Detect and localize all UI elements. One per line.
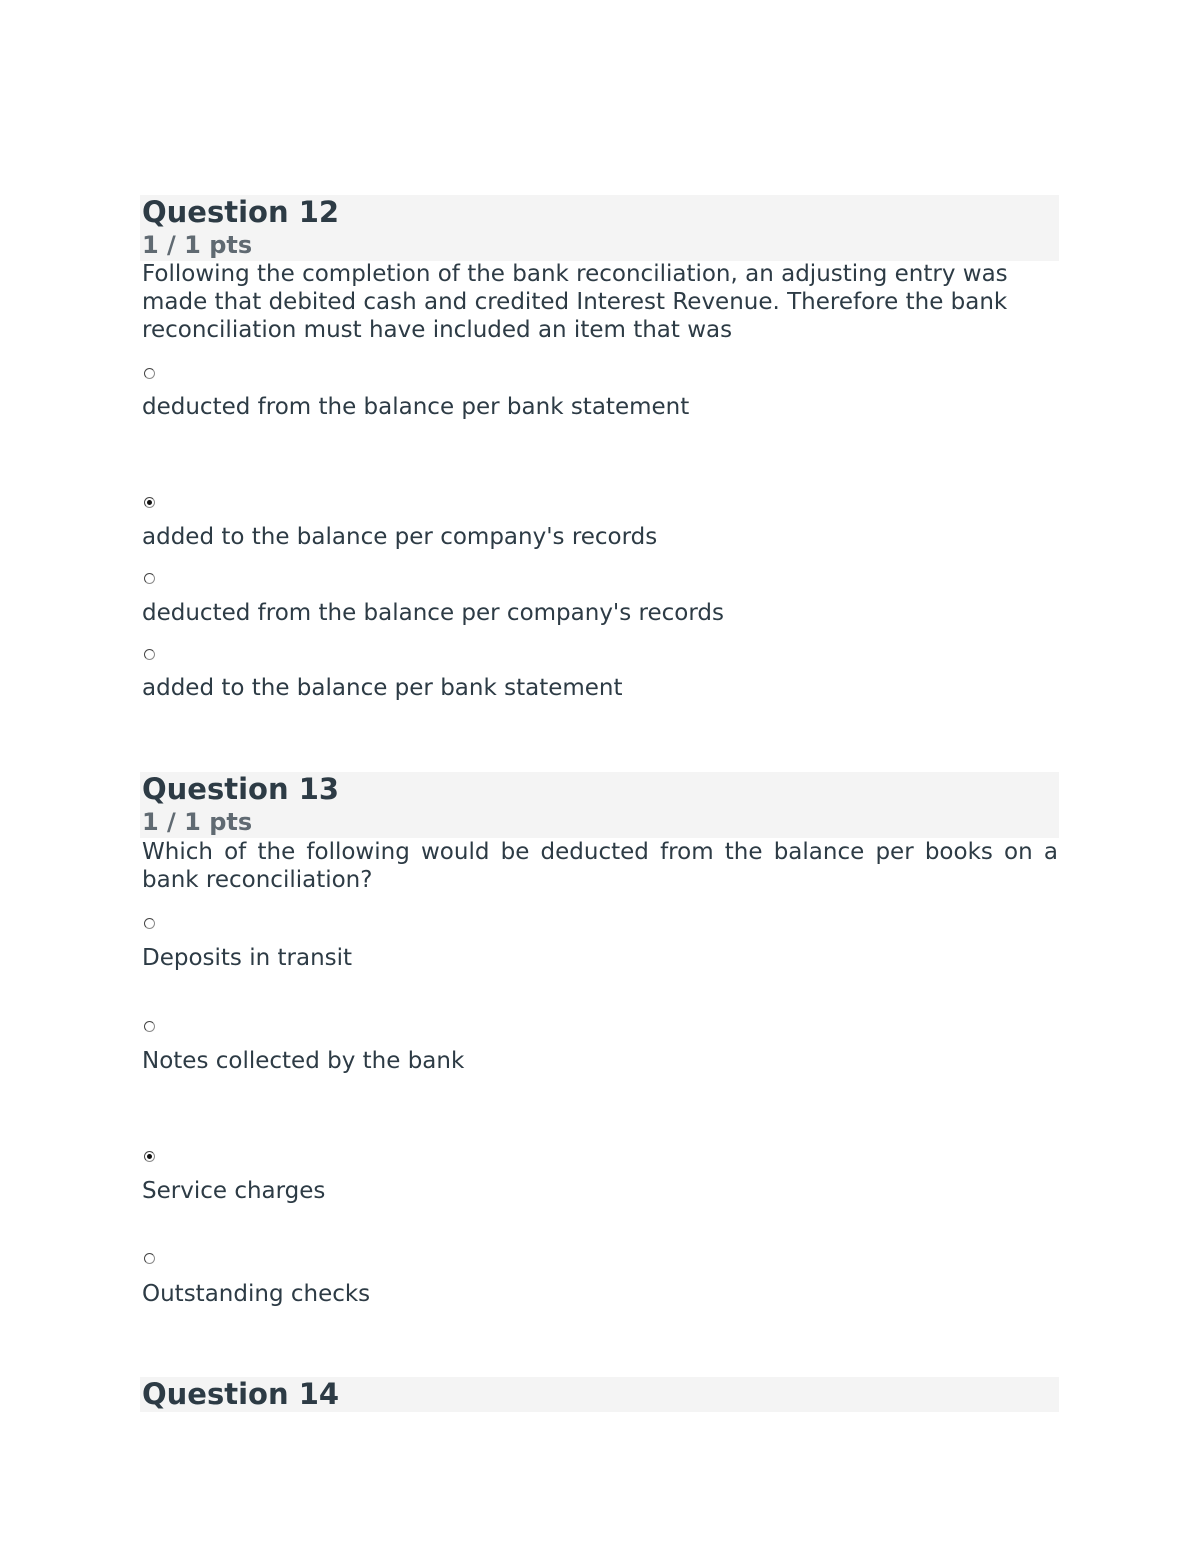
radio-q13-option-4[interactable] bbox=[144, 1253, 155, 1264]
question-text: Following the completion of the bank reconciliation, an adjusting entry was made that debited cash and credited Interest Revenue. Therefore the bank reconciliation must have included an item that was bbox=[142, 261, 1008, 343]
answer-option-label[interactable]: Deposits in transit bbox=[142, 945, 353, 971]
answer-option-label[interactable]: Service charges bbox=[142, 1178, 326, 1204]
question-13-header bbox=[140, 772, 1059, 838]
question-title: Question 14 bbox=[142, 1377, 340, 1411]
radio-q12-option-1[interactable] bbox=[144, 368, 155, 379]
answer-option-label[interactable]: added to the balance per bank statement bbox=[142, 675, 623, 701]
answer-option-label[interactable]: added to the balance per company's records bbox=[142, 524, 658, 550]
radio-q13-option-3[interactable] bbox=[144, 1151, 155, 1162]
question-points: 1 / 1 pts bbox=[142, 231, 253, 259]
radio-q12-option-4[interactable] bbox=[144, 649, 155, 660]
radio-q13-option-1[interactable] bbox=[144, 918, 155, 929]
answer-option-label[interactable]: Notes collected by the bank bbox=[142, 1048, 465, 1074]
radio-q12-option-2[interactable] bbox=[144, 497, 155, 508]
radio-q12-option-3[interactable] bbox=[144, 573, 155, 584]
question-title: Question 12 bbox=[142, 195, 340, 229]
answer-option-label[interactable]: deducted from the balance per bank statement bbox=[142, 394, 690, 420]
answer-option-label[interactable]: deducted from the balance per company's records bbox=[142, 600, 724, 626]
question-text: Which of the following would be deducted from the balance per books on a bank reconciliation? bbox=[142, 839, 1058, 893]
question-14-header bbox=[140, 1377, 1059, 1412]
radio-q13-option-2[interactable] bbox=[144, 1021, 155, 1032]
question-points: 1 / 1 pts bbox=[142, 808, 253, 836]
question-title: Question 13 bbox=[142, 772, 340, 806]
question-12-header bbox=[140, 195, 1059, 261]
answer-option-label[interactable]: Outstanding checks bbox=[142, 1281, 371, 1307]
